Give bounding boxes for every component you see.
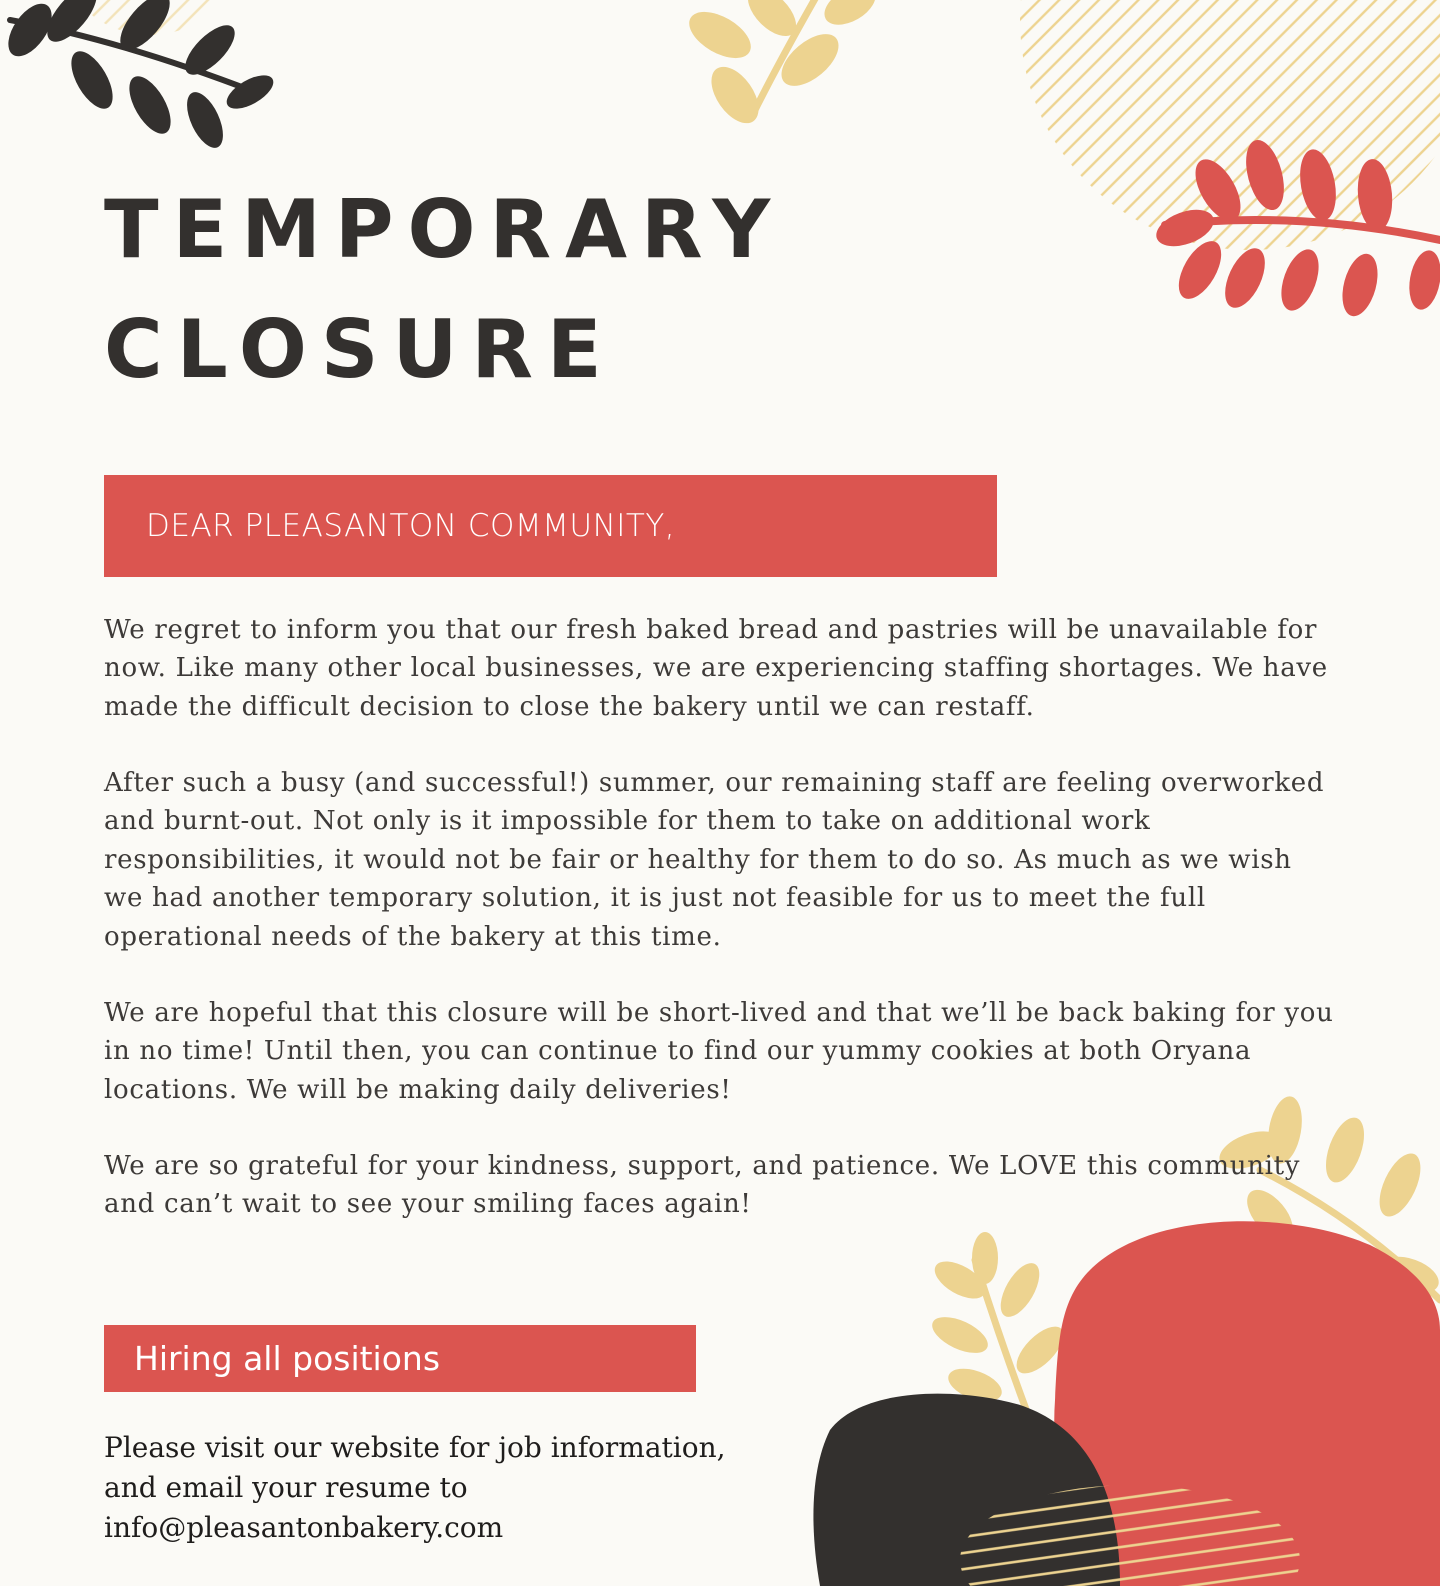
gold-leaf-branch-bottom-icon — [927, 1232, 1071, 1420]
dark-leaf-branch-icon — [0, 0, 279, 153]
body-paragraph-2: After such a busy (and successful!) summer, our remaining staff are feeling overworked and burnt-out. Not only is it impossible for them to take on additional work responsibilities, it would not be fair or healthy for them to do so. As much as we wish we had another temporary solution, it is just not feasible for us to meet the full operational needs of the bakery at this time. — [104, 768, 1325, 952]
gold-leaf-branch-icon — [682, 0, 883, 132]
body-paragraph-3: We are hopeful that this closure will be short-lived and that we’ll be back baking for you in no time! Until then, you can continue to find our yummy cookies at both Oryana locations. We will be making daily deliveries! — [104, 998, 1334, 1105]
body-paragraph-1: We regret to inform you that our fresh baked bread and pastries will be unavailable for now. Like many other local businesses, we are experiencing staffing shortages. We have made the difficult decision to close the bakery until we can restaff. — [104, 615, 1328, 722]
hiring-banner-text: Hiring all positions — [134, 1339, 441, 1378]
title-line-2: CLOSURE — [104, 303, 616, 396]
contact-email: info@pleasantonbakery.com — [104, 1511, 504, 1544]
contact-line-resume: and email your resume to — [104, 1471, 468, 1504]
body-paragraph-4: We are so grateful for your kindness, support, and patience. We LOVE this community and can’t wait to see your smiling faces again! — [104, 1151, 1301, 1220]
title-line-1: TEMPORARY — [104, 183, 785, 276]
contact-line-website: Please visit our website for job information, — [104, 1431, 726, 1464]
hiring-banner — [104, 1325, 696, 1392]
salutation-banner — [104, 475, 997, 577]
salutation-text: DEAR PLEASANTON COMMUNITY, — [146, 508, 676, 544]
